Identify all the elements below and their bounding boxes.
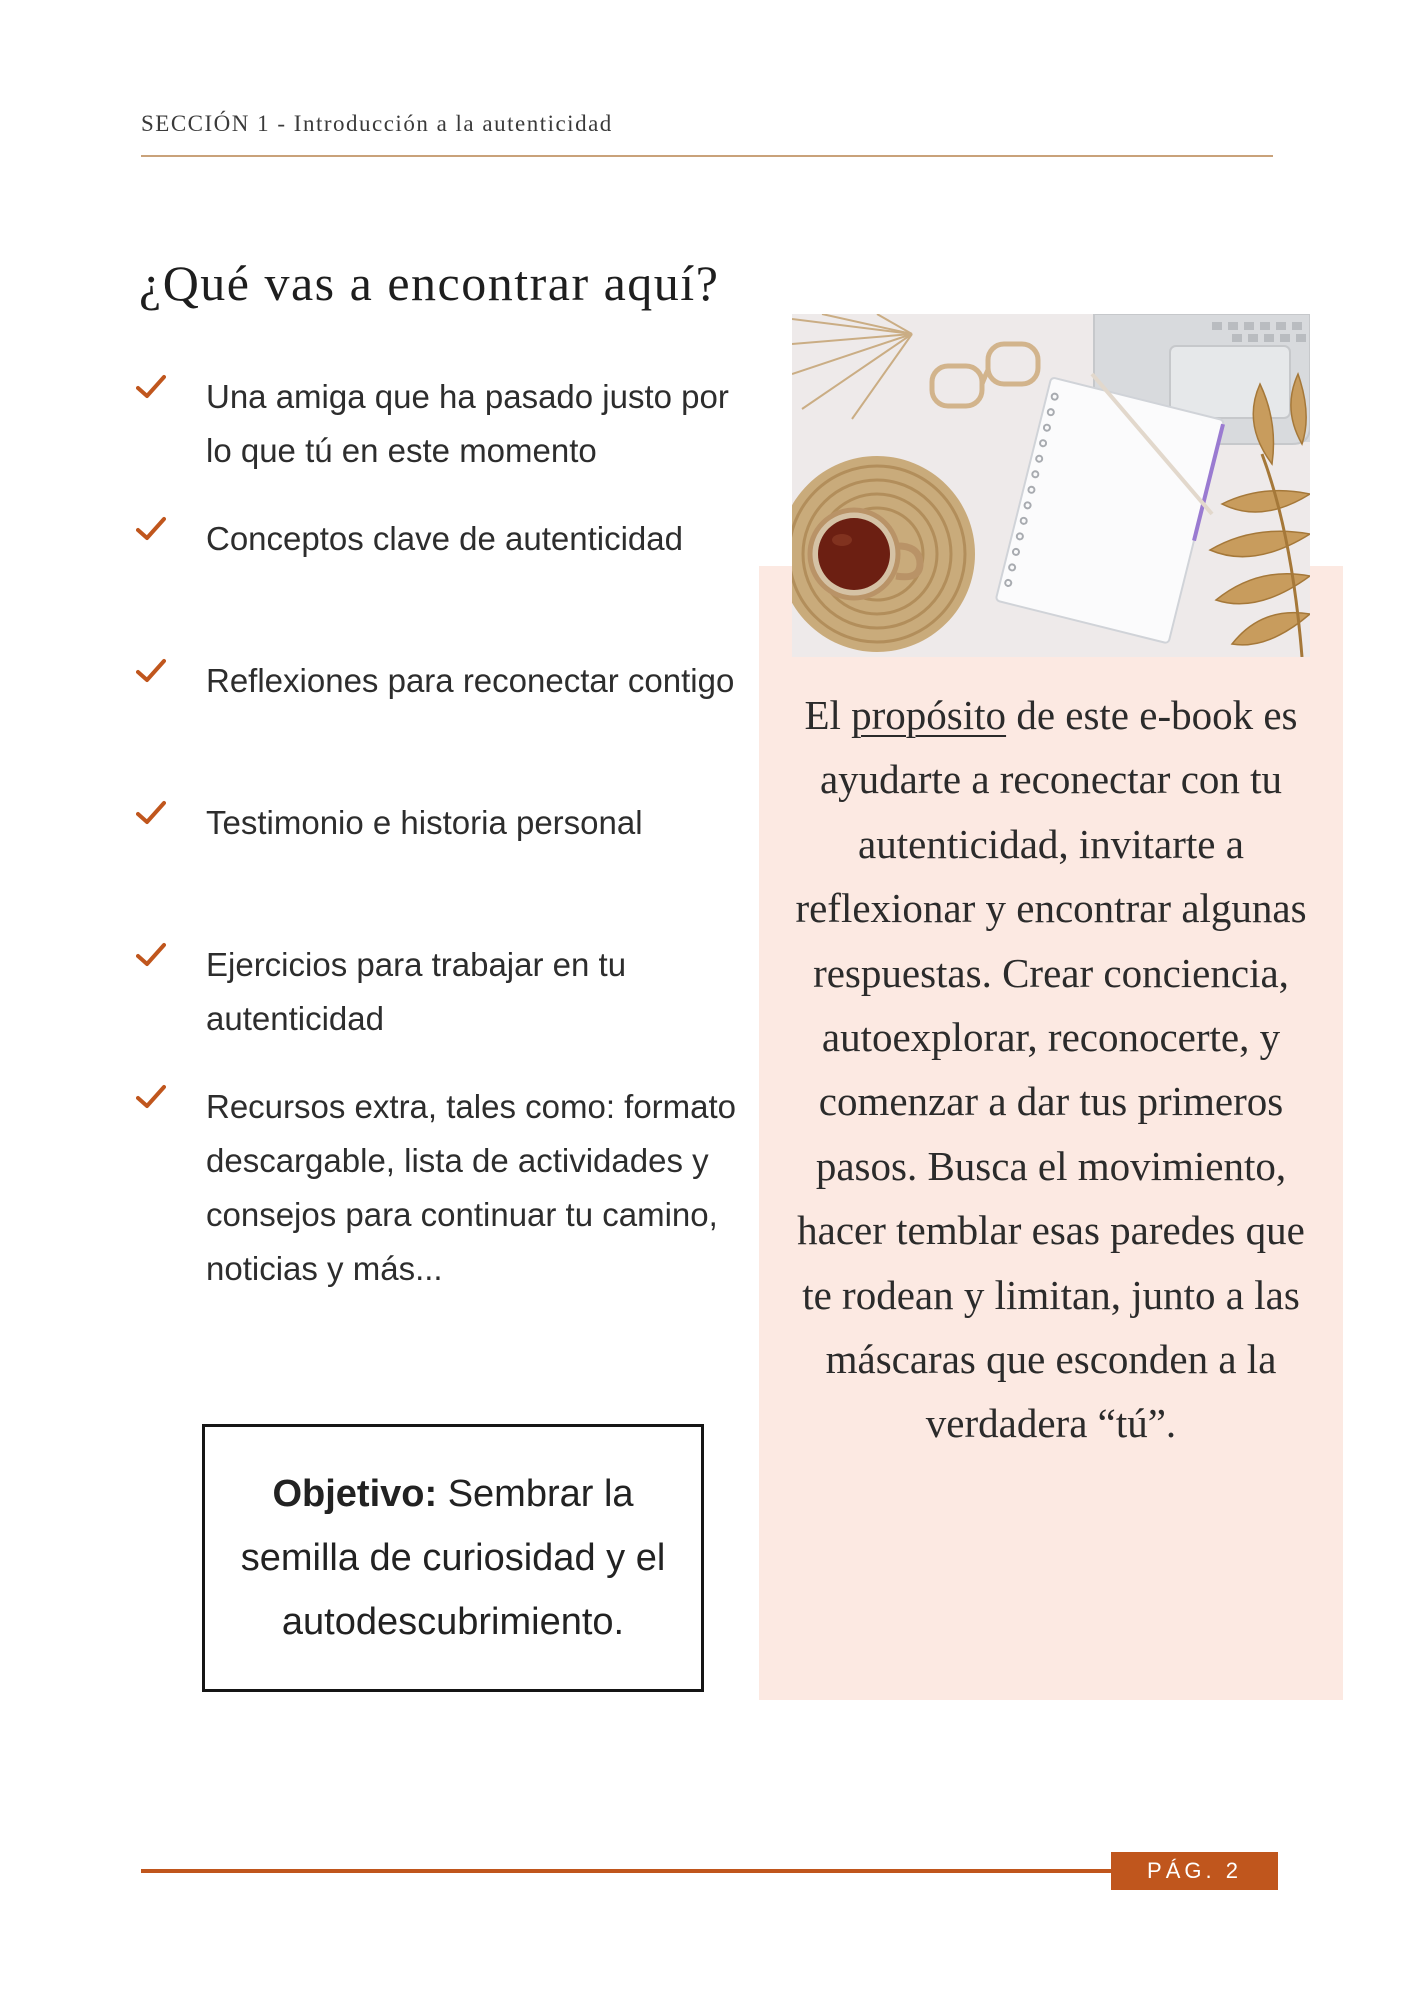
list-item bbox=[136, 796, 756, 938]
purpose-keyword: propósito bbox=[851, 692, 1007, 738]
page-number-badge: PÁG. 2 bbox=[1111, 1852, 1278, 1890]
header-divider bbox=[141, 155, 1273, 157]
purpose-lead: El bbox=[804, 692, 841, 738]
page-title: ¿Qué vas a encontrar aquí? bbox=[139, 255, 720, 311]
checkmark-icon bbox=[136, 516, 166, 542]
footer-divider bbox=[141, 1869, 1141, 1873]
feature-checklist bbox=[136, 370, 756, 1296]
list-item bbox=[136, 512, 756, 654]
list-item-text: Reflexiones para reconectar contigo bbox=[206, 662, 735, 699]
checkmark-icon bbox=[136, 800, 166, 826]
objective-box bbox=[202, 1424, 704, 1692]
objective-text: Sembrar la semilla de curiosidad y el autodescubrimiento. bbox=[240, 1473, 666, 1643]
checkmark-icon bbox=[136, 942, 166, 968]
list-item-text: Testimonio e historia personal bbox=[206, 804, 643, 841]
desk-flatlay-photo bbox=[792, 314, 1310, 657]
checkmark-icon bbox=[136, 374, 166, 400]
list-item bbox=[136, 1080, 756, 1296]
objective-content bbox=[217, 1462, 689, 1654]
list-item-text: Ejercicios para trabajar en tu autenticidad bbox=[206, 946, 627, 1037]
list-item bbox=[136, 938, 756, 1080]
list-item bbox=[136, 654, 756, 796]
list-item bbox=[136, 370, 756, 512]
purpose-text bbox=[780, 683, 1322, 1456]
list-item-text: Recursos extra, tales como: formato descargable, lista de actividades y consejos para continuar tu camino, noticias y más... bbox=[206, 1088, 737, 1287]
objective-label: Objetivo: bbox=[272, 1473, 438, 1515]
list-item-text: Conceptos clave de autenticidad bbox=[206, 520, 683, 557]
checkmark-icon bbox=[136, 658, 166, 684]
section-header: SECCIÓN 1 - Introducción a la autenticidad bbox=[141, 111, 613, 136]
list-item-text: Una amiga que ha pasado justo por lo que tú en este momento bbox=[206, 378, 729, 469]
purpose-body: de este e-book es ayudarte a reconectar con tu autenticidad, invitarte a reflexionar y encontrar algunas respuestas. Crear conciencia, autoexplorar, reconocerte, y comenzar a dar tus primeros pasos. Busca el movimiento, hacer temblar esas paredes que te rodean y limitan, junto a las máscaras que esconden a la verdadera “tú”. bbox=[795, 692, 1307, 1447]
checkmark-icon bbox=[136, 1084, 166, 1110]
